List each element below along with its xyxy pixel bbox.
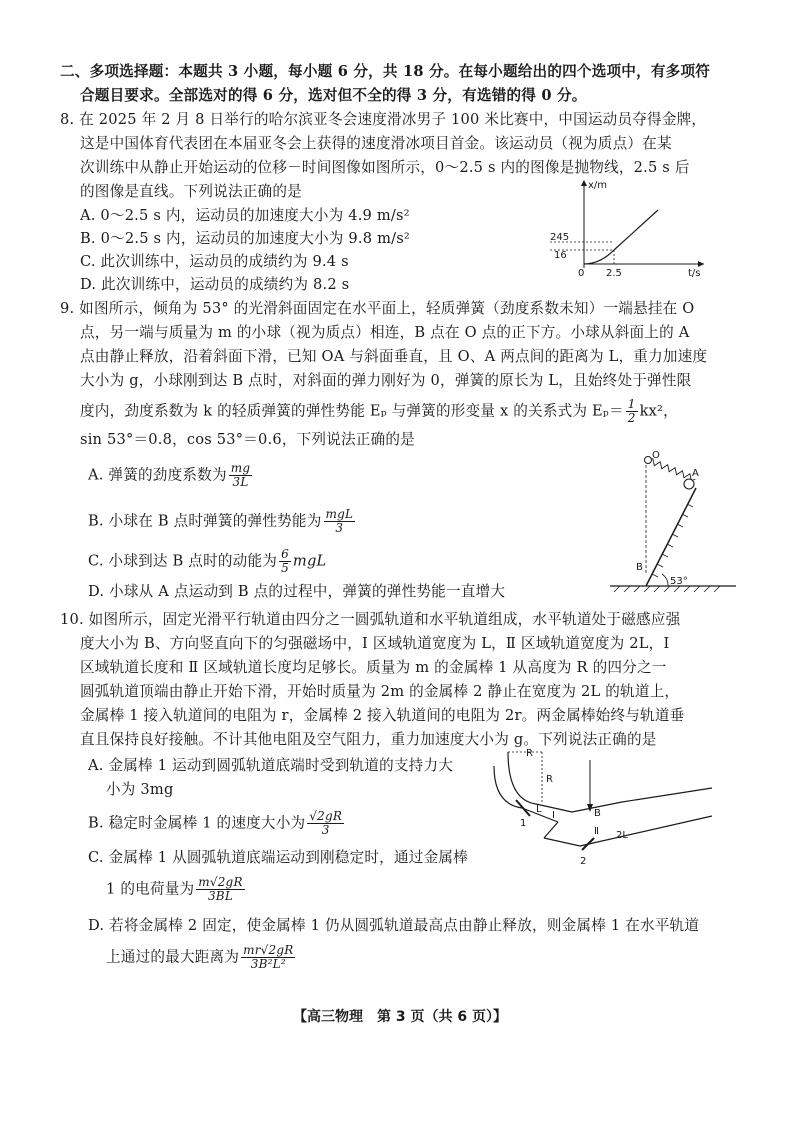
q10-option-a-line1: A. 金属棒 1 运动到圆弧轨道底端时受到轨道的支持力大	[88, 757, 454, 774]
step-back	[544, 822, 558, 838]
label-rod-1: 1	[520, 818, 527, 829]
label-region-i: Ⅰ	[552, 810, 555, 821]
q8-option-b: B. 0～2.5 s 内，运动员的加速度大小为 9.8 m/s²	[80, 230, 410, 247]
label-angle: 53°	[670, 576, 688, 587]
q10-stem-line: 直且保持良好接触。不计其他电阻及空气阻力，重力加速度大小为 g。下列说法正确的是	[80, 731, 657, 748]
q9-line5-tail: kx²，	[639, 402, 678, 420]
q8-option-d: D. 此次训练中，运动员的成绩约为 8.2 s	[80, 276, 350, 293]
label-r-top: R	[526, 748, 533, 759]
q8-option-c: C. 此次训练中，运动员的成绩约为 9.4 s	[80, 253, 349, 270]
y-axis-arrow	[581, 180, 587, 186]
y-axis-label: x/m	[588, 180, 608, 191]
rail-ii-back-ext	[580, 816, 712, 846]
rod-1	[516, 800, 530, 816]
rod-2	[582, 838, 594, 850]
q10-option-b: B. 稳定时金属棒 1 的速度大小为 $\frac{√2gR}{3}$	[88, 809, 343, 837]
incline	[646, 488, 696, 586]
q10-stem-line: 10. 如图所示，固定光滑平行轨道由四分之一圆弧轨道和水平轨道组成，水平轨道处于磁感应强	[60, 611, 681, 628]
q9-incline-figure	[600, 446, 740, 596]
q8-stem-line: 次训练中从静止开始运动的位移－时间图像如图所示，0～2.5 s 内的图像是抛物线，2.5 s 后	[80, 159, 690, 176]
tick-16: 16	[554, 250, 567, 261]
x-axis-label: t/s	[688, 268, 701, 279]
q10-rail-figure	[486, 742, 726, 872]
page-footer: 【高三物理 第 3 页（共 6 页）】	[293, 1009, 507, 1025]
x-axis-arrow	[698, 261, 704, 267]
q9-stem-line6: sin 53°＝0.8，cos 53°＝0.6，下列说法正确的是	[80, 431, 415, 448]
label-region-ii: Ⅱ	[594, 826, 599, 837]
incline-hatching	[652, 504, 693, 577]
q9-stem-line: 点，另一端与质量为 m 的小球（视为质点）相连，B 点在 O 点的正下方。小球从斜面上的 A	[80, 324, 690, 341]
angle-arc	[662, 574, 668, 586]
q8-stem-line: 这是中国体育代表团在本届亚冬会上获得的速度滑冰项目首金。该运动员（视为质点）在某	[80, 135, 672, 152]
label-b: B	[594, 808, 601, 819]
q9-option-d: D. 小球从 A 点运动到 B 点的过程中，弹簧的弹性势能一直增大	[88, 583, 506, 600]
q10-option-c-line2: 1 的电荷量为 $\frac{m√2gR}{3BL}$	[106, 875, 243, 903]
q9-stem-line: 大小为 g，小球刚到达 B 点时，对斜面的弹力刚好为 0，弹簧的原长为 L，且始终处于弹性限	[80, 372, 692, 389]
half-fraction: $\frac{1}{2}$	[627, 397, 636, 425]
label-r-side: R	[546, 774, 553, 785]
q9-line5-text: 度内，劲度系数为 k 的轻质弹簧的弹性势能 Eₚ 与弹簧的形变量 x 的关系式为 Eₚ＝	[80, 402, 624, 420]
arc-rail-front	[508, 752, 536, 804]
q10-option-d-line1: D. 若将金属棒 2 固定，使金属棒 1 仍从圆弧轨道最高点由静止释放，则金属棒 1 在水平轨道	[88, 917, 700, 934]
label-2l: 2L	[616, 830, 628, 841]
rail-ii-front	[622, 788, 712, 802]
q9-option-c: C. 小球到达 B 点时的动能为 $\frac{6}{5}$ mgL	[88, 547, 327, 575]
tick-2.5: 2.5	[606, 268, 622, 279]
label-l: L	[536, 804, 542, 815]
q10-option-a-line2: 小为 3mg	[106, 781, 174, 798]
ball-a	[684, 479, 694, 489]
q8-option-a: A. 0～2.5 s 内，运动员的加速度大小为 4.9 m/s²	[80, 207, 410, 224]
rail-ii-back	[544, 838, 580, 846]
parabola-curve	[584, 250, 614, 264]
section-header-line2: 合题目要求。全部选对的得 6 分，选对但不全的得 3 分，有选错的得 0 分。	[80, 87, 587, 104]
q10-option-d-line2: 上通过的最大距离为 $\frac{mr√2gR}{\text{3B²L²}}$	[106, 943, 294, 971]
q10-option-c-line1: C. 金属棒 1 从圆弧轨道底端运动到刚稳定时，通过金属棒	[88, 849, 468, 866]
q9-stem-line: 9. 如图所示，倾角为 53° 的光滑斜面固定在水平面上，轻质弹簧（劲度系数未知）一端悬挂在 O	[60, 300, 695, 317]
ground-hatching	[614, 586, 720, 592]
q8-stem-line: 的图像是直线。下列说法正确的是	[80, 183, 302, 200]
q9-option-a: A. 弹簧的劲度系数为 $\frac{mg}{3L}$	[88, 461, 251, 489]
origin-label: 0	[578, 268, 585, 279]
q10-stem-line: 圆弧轨道顶端由静止开始下滑，开始时质量为 2m 的金属棒 2 静止在宽度为 2L 的轨道上，	[80, 683, 680, 700]
q10-stem-line: 金属棒 1 接入轨道间的电阻为 r，金属棒 2 接入轨道间的电阻为 2r。两金属棒始终与轨道垂	[80, 707, 685, 724]
section-header-line1: 二、多项选择题：本题共 3 小题，每小题 6 分，共 18 分。在每小题给出的四个选项中，有多项符	[60, 63, 711, 80]
straight-line	[614, 210, 658, 250]
label-o: O	[652, 450, 660, 461]
q8-displacement-time-graph	[528, 176, 708, 280]
q9-stem-line: 点由静止释放，沿着斜面下滑，已知 OA 与斜面垂直，且 O、A 两点间的距离为 L，重力加速度	[80, 348, 708, 365]
q10-stem-line: 区域轨道长度和 Ⅱ 区域轨道长度均足够长。质量为 m 的金属棒 1 从高度为 R 的四分之一	[80, 659, 667, 676]
q9-stem-line5	[80, 398, 678, 425]
label-b: B	[636, 562, 643, 573]
tick-245: 245	[550, 232, 570, 243]
label-a: A	[692, 468, 699, 479]
pivot-o	[645, 457, 652, 464]
q9-option-b: B. 小球在 B 点时弹簧的弹性势能为 $\frac{\text{mgL}}{3}$	[88, 507, 354, 535]
label-rod-2: 2	[580, 856, 587, 867]
q10-stem-line: 度大小为 B、方向竖直向下的匀强磁场中，Ⅰ 区域轨道宽度为 L，Ⅱ 区域轨道宽度为 2L，Ⅰ	[80, 635, 670, 652]
q8-stem-line: 8. 在 2025 年 2 月 8 日举行的哈尔滨亚冬会速度滑冰男子 100 米比赛中，中国运动员夺得金牌，	[60, 111, 707, 128]
